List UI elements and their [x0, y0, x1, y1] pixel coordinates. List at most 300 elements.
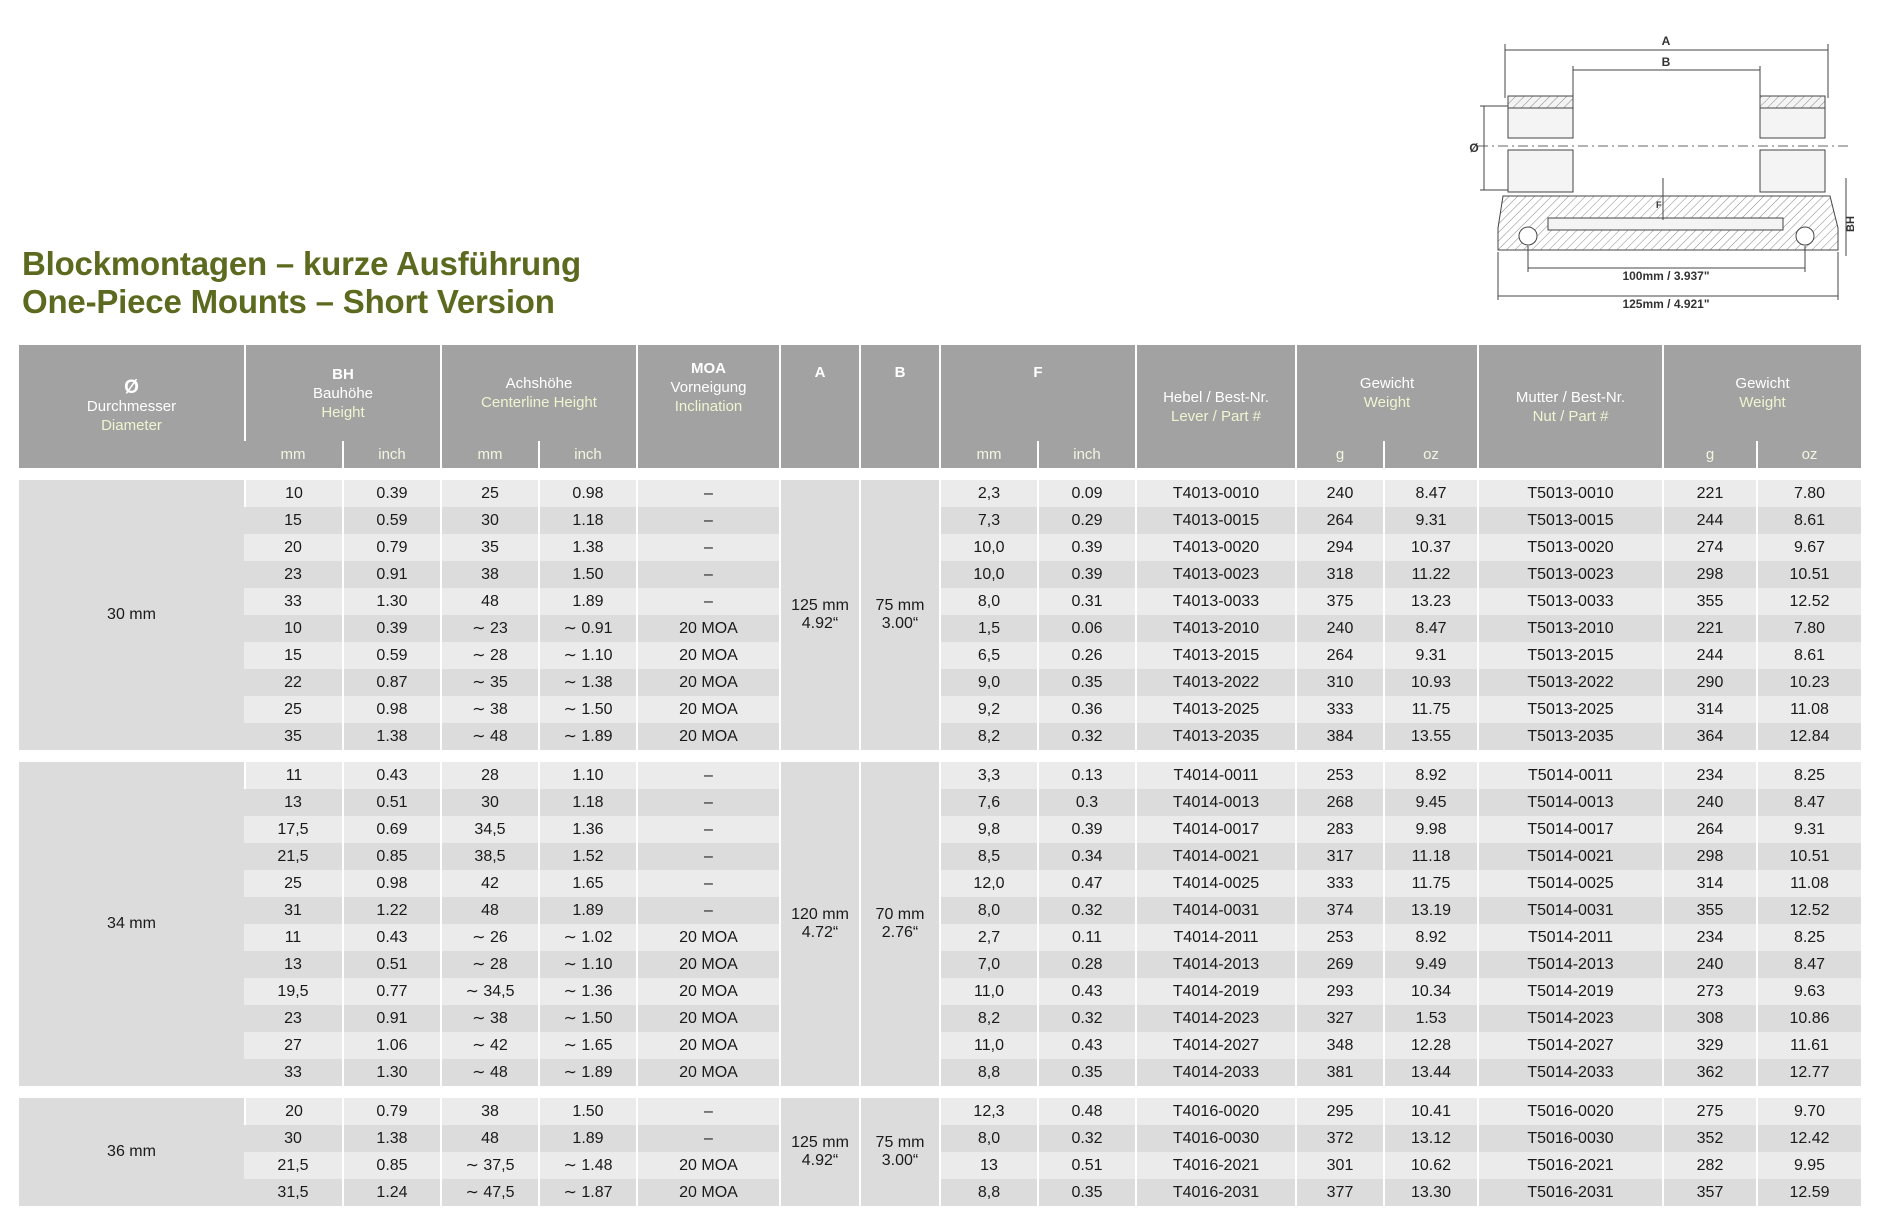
cell-nut-part: T5016-0030	[1477, 1125, 1662, 1152]
page-title-english: One-Piece Mounts – Short Version	[22, 283, 555, 320]
table-row	[19, 1005, 1861, 1032]
cell-bh-mm: 33	[244, 1059, 342, 1086]
cell-f-inch: 0.39	[1037, 534, 1135, 561]
cell-lever-part: T4016-2021	[1135, 1152, 1295, 1179]
cell-nut-g: 240	[1662, 789, 1756, 816]
table-row	[19, 789, 1861, 816]
cell-lever-g: 372	[1295, 1125, 1383, 1152]
cell-lever-oz: 8.47	[1383, 615, 1477, 642]
cell-f-inch: 0.34	[1037, 843, 1135, 870]
unit-achs-inch: inch	[538, 441, 636, 468]
a-dimension-cell	[779, 762, 859, 1086]
cell-nut-oz: 10.86	[1756, 1005, 1861, 1032]
cell-f-mm: 9,8	[939, 816, 1037, 843]
cell-f-inch: 0.31	[1037, 588, 1135, 615]
cell-f-inch: 0.36	[1037, 696, 1135, 723]
cell-nut-g: 221	[1662, 480, 1756, 507]
cell-lever-g: 264	[1295, 642, 1383, 669]
cell-nut-g: 264	[1662, 816, 1756, 843]
cell-achs-inch: ∼ 1.87	[538, 1179, 636, 1206]
cell-moa: 20 MOA	[636, 1179, 779, 1206]
table-header	[19, 345, 1861, 468]
cell-nut-oz: 12.59	[1756, 1179, 1861, 1206]
cell-bh-inch: 0.85	[342, 843, 440, 870]
unit-nut-g: g	[1662, 441, 1756, 468]
cell-nut-part: T5016-2021	[1477, 1152, 1662, 1179]
cell-achs-inch: 1.89	[538, 897, 636, 924]
cell-nut-oz: 8.25	[1756, 762, 1861, 789]
cell-lever-part: T4016-0020	[1135, 1098, 1295, 1125]
cell-nut-g: 329	[1662, 1032, 1756, 1059]
cell-lever-oz: 13.12	[1383, 1125, 1477, 1152]
cell-nut-part: T5013-0015	[1477, 507, 1662, 534]
cell-bh-inch: 0.91	[342, 1005, 440, 1032]
cell-lever-g: 295	[1295, 1098, 1383, 1125]
cell-nut-g: 221	[1662, 615, 1756, 642]
cell-nut-g: 234	[1662, 762, 1756, 789]
cell-bh-inch: 0.77	[342, 978, 440, 1005]
unit-achs-mm: mm	[440, 441, 538, 468]
cell-lever-g: 240	[1295, 480, 1383, 507]
cell-f-inch: 0.32	[1037, 897, 1135, 924]
group-spacer	[19, 750, 1861, 762]
cell-f-inch: 0.06	[1037, 615, 1135, 642]
cell-bh-mm: 15	[244, 642, 342, 669]
cell-lever-g: 283	[1295, 816, 1383, 843]
cell-achs-mm: ∼ 38	[440, 1005, 538, 1032]
cell-nut-oz: 8.47	[1756, 789, 1861, 816]
cell-f-inch: 0.48	[1037, 1098, 1135, 1125]
cell-lever-part: T4016-0030	[1135, 1125, 1295, 1152]
table-row	[19, 1179, 1861, 1206]
cell-nut-oz: 9.95	[1756, 1152, 1861, 1179]
col-bh-symbol: BH	[332, 365, 354, 383]
cell-nut-part: T5013-2015	[1477, 642, 1662, 669]
table-row	[19, 534, 1861, 561]
col-moa-de: Vorneigung	[670, 379, 747, 396]
cell-achs-mm: ∼ 23	[440, 615, 538, 642]
cell-bh-inch: 0.79	[342, 534, 440, 561]
col-diameter-de: Durchmesser	[86, 398, 177, 415]
cell-lever-part: T4014-2013	[1135, 951, 1295, 978]
b-inch: 2.76“	[881, 924, 919, 941]
drawing-label-f: F	[1656, 200, 1662, 210]
table-row	[19, 615, 1861, 642]
cell-bh-inch: 0.39	[342, 615, 440, 642]
cell-lever-part: T4014-0031	[1135, 897, 1295, 924]
cell-bh-mm: 17,5	[244, 816, 342, 843]
cell-lever-oz: 12.28	[1383, 1032, 1477, 1059]
col-gewicht-lever-en: Weight	[1363, 394, 1411, 411]
cell-nut-part: T5014-0017	[1477, 816, 1662, 843]
cell-f-mm: 12,3	[939, 1098, 1037, 1125]
cell-lever-g: 333	[1295, 870, 1383, 897]
table-row	[19, 669, 1861, 696]
cell-achs-inch: 1.65	[538, 870, 636, 897]
cell-nut-g: 274	[1662, 534, 1756, 561]
cell-nut-oz: 7.80	[1756, 615, 1861, 642]
cell-lever-part: T4013-0020	[1135, 534, 1295, 561]
table-row	[19, 642, 1861, 669]
cell-bh-mm: 11	[244, 762, 342, 789]
table-row	[19, 1152, 1861, 1179]
group-spacer-cell	[19, 1086, 1861, 1098]
cell-lever-g: 293	[1295, 978, 1383, 1005]
cell-lever-part: T4014-2011	[1135, 924, 1295, 951]
cell-nut-oz: 10.51	[1756, 561, 1861, 588]
cell-achs-inch: 1.52	[538, 843, 636, 870]
drawing-label-a: A	[1661, 34, 1671, 48]
table-row	[19, 951, 1861, 978]
col-diameter-en: Diameter	[101, 417, 162, 434]
cell-nut-part: T5014-2013	[1477, 951, 1662, 978]
cell-nut-g: 298	[1662, 561, 1756, 588]
cell-nut-g: 314	[1662, 696, 1756, 723]
cell-f-inch: 0.51	[1037, 1152, 1135, 1179]
cell-lever-g: 377	[1295, 1179, 1383, 1206]
b-inch: 3.00“	[881, 615, 919, 632]
group-spacer-cell	[19, 468, 1861, 480]
cell-achs-inch: 1.18	[538, 507, 636, 534]
cell-f-mm: 10,0	[939, 561, 1037, 588]
cell-bh-inch: 1.06	[342, 1032, 440, 1059]
cell-nut-g: 273	[1662, 978, 1756, 1005]
a-mm: 125 mm	[791, 1134, 849, 1151]
cell-moa: –	[636, 843, 779, 870]
cell-lever-part: T4013-2022	[1135, 669, 1295, 696]
cell-achs-inch: 1.18	[538, 789, 636, 816]
unit-nut-oz: oz	[1756, 441, 1861, 468]
spec-table	[19, 345, 1861, 1206]
cell-lever-part: T4014-0011	[1135, 762, 1295, 789]
cell-moa: 20 MOA	[636, 669, 779, 696]
cell-lever-g: 240	[1295, 615, 1383, 642]
cell-achs-mm: 38,5	[440, 843, 538, 870]
page-title-german: Blockmontagen – kurze Ausführung	[22, 245, 581, 282]
table-row	[19, 588, 1861, 615]
cell-bh-inch: 0.39	[342, 480, 440, 507]
table-row	[19, 843, 1861, 870]
cell-f-mm: 8,8	[939, 1059, 1037, 1086]
cell-bh-mm: 25	[244, 870, 342, 897]
cell-bh-mm: 22	[244, 669, 342, 696]
cell-bh-mm: 33	[244, 588, 342, 615]
col-achs-en: Centerline Height	[481, 394, 597, 411]
cell-nut-part: T5013-2025	[1477, 696, 1662, 723]
cell-nut-g: 355	[1662, 588, 1756, 615]
cell-bh-inch: 0.43	[342, 762, 440, 789]
cell-nut-part: T5013-0010	[1477, 480, 1662, 507]
cell-lever-oz: 9.45	[1383, 789, 1477, 816]
cell-lever-part: T4014-0017	[1135, 816, 1295, 843]
table-row	[19, 897, 1861, 924]
cell-achs-mm: ∼ 47,5	[440, 1179, 538, 1206]
cell-achs-inch: ∼ 1.02	[538, 924, 636, 951]
cell-f-mm: 9,2	[939, 696, 1037, 723]
cell-f-inch: 0.43	[1037, 978, 1135, 1005]
cell-nut-part: T5013-2010	[1477, 615, 1662, 642]
cell-lever-oz: 8.92	[1383, 762, 1477, 789]
cell-achs-mm: 30	[440, 507, 538, 534]
cell-lever-part: T4013-0010	[1135, 480, 1295, 507]
cell-bh-mm: 31	[244, 897, 342, 924]
cell-nut-part: T5014-2011	[1477, 924, 1662, 951]
a-dimension-cell	[779, 1098, 859, 1206]
cell-f-inch: 0.35	[1037, 1059, 1135, 1086]
cell-nut-oz: 9.63	[1756, 978, 1861, 1005]
unit-bh-inch: inch	[342, 441, 440, 468]
cell-nut-g: 275	[1662, 1098, 1756, 1125]
cell-nut-part: T5016-0020	[1477, 1098, 1662, 1125]
b-mm: 75 mm	[875, 597, 925, 614]
cell-bh-inch: 0.91	[342, 561, 440, 588]
cell-f-inch: 0.32	[1037, 1125, 1135, 1152]
cell-achs-mm: 48	[440, 588, 538, 615]
cell-achs-mm: 48	[440, 1125, 538, 1152]
cell-nut-oz: 12.52	[1756, 588, 1861, 615]
diameter-symbol: Ø	[124, 377, 139, 398]
cell-moa: 20 MOA	[636, 924, 779, 951]
col-gewicht-nut	[1662, 345, 1861, 441]
cell-nut-g: 244	[1662, 642, 1756, 669]
col-hebel-de: Hebel / Best-Nr.	[1163, 388, 1269, 406]
table-row	[19, 696, 1861, 723]
cell-lever-oz: 11.75	[1383, 870, 1477, 897]
cell-achs-mm: ∼ 35	[440, 669, 538, 696]
table-row	[19, 762, 1861, 789]
cell-bh-inch: 0.98	[342, 696, 440, 723]
cell-lever-oz: 11.22	[1383, 561, 1477, 588]
cell-bh-inch: 1.38	[342, 723, 440, 750]
cell-bh-inch: 1.24	[342, 1179, 440, 1206]
cell-f-mm: 7,3	[939, 507, 1037, 534]
cell-lever-part: T4013-0033	[1135, 588, 1295, 615]
table-row	[19, 561, 1861, 588]
cell-achs-inch: 1.10	[538, 762, 636, 789]
cell-nut-oz: 10.51	[1756, 843, 1861, 870]
cell-achs-inch: ∼ 1.50	[538, 696, 636, 723]
cell-moa: –	[636, 762, 779, 789]
cell-achs-inch: ∼ 1.65	[538, 1032, 636, 1059]
cell-achs-mm: 48	[440, 897, 538, 924]
cell-achs-inch: 1.36	[538, 816, 636, 843]
cell-moa: –	[636, 534, 779, 561]
table-row	[19, 816, 1861, 843]
cell-achs-inch: 1.50	[538, 1098, 636, 1125]
cell-lever-g: 268	[1295, 789, 1383, 816]
cell-lever-oz: 1.53	[1383, 1005, 1477, 1032]
cell-f-mm: 8,2	[939, 723, 1037, 750]
cell-achs-inch: 1.89	[538, 588, 636, 615]
drawing-label-b: B	[1661, 55, 1671, 69]
cell-lever-oz: 10.34	[1383, 978, 1477, 1005]
cell-moa: 20 MOA	[636, 1059, 779, 1086]
cell-achs-mm: 38	[440, 561, 538, 588]
cell-lever-oz: 10.93	[1383, 669, 1477, 696]
col-gewicht-nut-en: Weight	[1739, 394, 1786, 411]
col-f: F	[939, 345, 1135, 441]
cell-achs-mm: 28	[440, 762, 538, 789]
cell-nut-g: 357	[1662, 1179, 1756, 1206]
cell-bh-inch: 0.59	[342, 507, 440, 534]
cell-f-inch: 0.11	[1037, 924, 1135, 951]
table-row	[19, 1098, 1861, 1125]
cell-achs-mm: ∼ 38	[440, 696, 538, 723]
cell-bh-mm: 13	[244, 789, 342, 816]
cell-lever-g: 317	[1295, 843, 1383, 870]
cell-lever-oz: 13.23	[1383, 588, 1477, 615]
cell-lever-g: 264	[1295, 507, 1383, 534]
cell-f-inch: 0.26	[1037, 642, 1135, 669]
cell-lever-g: 294	[1295, 534, 1383, 561]
cell-nut-oz: 9.67	[1756, 534, 1861, 561]
cell-lever-oz: 10.62	[1383, 1152, 1477, 1179]
cell-lever-oz: 9.98	[1383, 816, 1477, 843]
cell-achs-inch: ∼ 1.89	[538, 723, 636, 750]
cell-nut-part: T5013-0020	[1477, 534, 1662, 561]
cell-f-inch: 0.29	[1037, 507, 1135, 534]
drawing-dim-125: 125mm / 4.921"	[1622, 297, 1710, 311]
cell-bh-inch: 1.38	[342, 1125, 440, 1152]
cell-f-mm: 7,6	[939, 789, 1037, 816]
cell-f-mm: 8,5	[939, 843, 1037, 870]
cell-achs-inch: 1.89	[538, 1125, 636, 1152]
cell-moa: 20 MOA	[636, 978, 779, 1005]
cell-moa: 20 MOA	[636, 642, 779, 669]
cell-lever-oz: 13.44	[1383, 1059, 1477, 1086]
diameter-cell: 34 mm	[19, 762, 244, 1086]
cell-lever-part: T4013-0015	[1135, 507, 1295, 534]
cell-nut-part: T5014-2023	[1477, 1005, 1662, 1032]
cell-lever-oz: 13.19	[1383, 897, 1477, 924]
cell-nut-oz: 12.84	[1756, 723, 1861, 750]
col-bh-de: Bauhöhe	[312, 384, 374, 402]
table-row	[19, 978, 1861, 1005]
cell-lever-g: 348	[1295, 1032, 1383, 1059]
cell-bh-mm: 15	[244, 507, 342, 534]
cell-nut-g: 290	[1662, 669, 1756, 696]
cell-bh-mm: 11	[244, 924, 342, 951]
cell-moa: 20 MOA	[636, 951, 779, 978]
col-bh-en: Height	[321, 403, 365, 421]
cell-nut-g: 234	[1662, 924, 1756, 951]
cell-nut-g: 298	[1662, 843, 1756, 870]
cell-nut-g: 362	[1662, 1059, 1756, 1086]
cell-bh-inch: 0.98	[342, 870, 440, 897]
cell-lever-g: 318	[1295, 561, 1383, 588]
cell-f-mm: 8,8	[939, 1179, 1037, 1206]
cell-lever-part: T4013-0023	[1135, 561, 1295, 588]
drawing-dim-100: 100mm / 3.937"	[1622, 269, 1710, 283]
cell-nut-part: T5016-2031	[1477, 1179, 1662, 1206]
cell-nut-g: 240	[1662, 951, 1756, 978]
cell-f-inch: 0.35	[1037, 669, 1135, 696]
b-mm: 75 mm	[875, 1134, 925, 1151]
unit-f-inch: inch	[1037, 441, 1135, 468]
cell-nut-part: T5014-0013	[1477, 789, 1662, 816]
cell-lever-oz: 9.31	[1383, 507, 1477, 534]
cell-bh-inch: 0.85	[342, 1152, 440, 1179]
cell-lever-part: T4014-2023	[1135, 1005, 1295, 1032]
col-gewicht-lever	[1295, 345, 1477, 441]
cell-bh-inch: 1.30	[342, 588, 440, 615]
cell-moa: –	[636, 507, 779, 534]
cell-f-inch: 0.32	[1037, 1005, 1135, 1032]
cell-lever-g: 310	[1295, 669, 1383, 696]
cell-bh-mm: 27	[244, 1032, 342, 1059]
cell-nut-oz: 11.08	[1756, 696, 1861, 723]
group-spacer-cell	[19, 750, 1861, 762]
cell-f-mm: 8,0	[939, 897, 1037, 924]
cell-lever-oz: 8.47	[1383, 480, 1477, 507]
b-dimension-cell	[859, 1098, 939, 1206]
table-row	[19, 1125, 1861, 1152]
cell-nut-oz: 8.61	[1756, 642, 1861, 669]
cell-bh-mm: 21,5	[244, 1152, 342, 1179]
cell-nut-oz: 9.70	[1756, 1098, 1861, 1125]
cell-lever-oz: 10.41	[1383, 1098, 1477, 1125]
cell-achs-mm: ∼ 37,5	[440, 1152, 538, 1179]
cell-moa: –	[636, 1098, 779, 1125]
table-row	[19, 870, 1861, 897]
col-mutter-de: Mutter / Best-Nr.	[1515, 388, 1626, 406]
cell-lever-part: T4014-0013	[1135, 789, 1295, 816]
cell-lever-g: 269	[1295, 951, 1383, 978]
cell-moa: 20 MOA	[636, 696, 779, 723]
drawing-label-bh: BH	[1845, 216, 1857, 232]
cell-nut-part: T5014-2027	[1477, 1032, 1662, 1059]
cell-achs-mm: ∼ 48	[440, 1059, 538, 1086]
cell-bh-mm: 23	[244, 1005, 342, 1032]
cell-moa: –	[636, 897, 779, 924]
cell-nut-oz: 9.31	[1756, 816, 1861, 843]
cell-achs-mm: 25	[440, 480, 538, 507]
mount-technical-drawing	[1448, 28, 1858, 318]
cell-f-inch: 0.35	[1037, 1179, 1135, 1206]
cell-nut-part: T5014-2019	[1477, 978, 1662, 1005]
group-spacer	[19, 468, 1861, 480]
diameter-cell: 30 mm	[19, 480, 244, 750]
cell-achs-inch: 0.98	[538, 480, 636, 507]
col-diameter	[19, 345, 244, 468]
unit-bh-mm: mm	[244, 441, 342, 468]
cell-f-mm: 6,5	[939, 642, 1037, 669]
col-moa-symbol: MOA	[691, 360, 726, 377]
cell-lever-g: 384	[1295, 723, 1383, 750]
cell-nut-oz: 8.47	[1756, 951, 1861, 978]
cell-bh-inch: 1.22	[342, 897, 440, 924]
cell-achs-mm: ∼ 26	[440, 924, 538, 951]
cell-lever-oz: 8.92	[1383, 924, 1477, 951]
cell-achs-inch: ∼ 1.38	[538, 669, 636, 696]
cell-f-mm: 9,0	[939, 669, 1037, 696]
cell-moa: –	[636, 1125, 779, 1152]
cell-lever-part: T4013-2025	[1135, 696, 1295, 723]
cell-f-inch: 0.13	[1037, 762, 1135, 789]
cell-lever-part: T4014-2033	[1135, 1059, 1295, 1086]
cell-achs-mm: 34,5	[440, 816, 538, 843]
cell-lever-oz: 9.49	[1383, 951, 1477, 978]
cell-bh-mm: 35	[244, 723, 342, 750]
cell-achs-inch: 1.38	[538, 534, 636, 561]
cell-achs-mm: ∼ 28	[440, 951, 538, 978]
cell-f-inch: 0.3	[1037, 789, 1135, 816]
cell-lever-oz: 11.18	[1383, 843, 1477, 870]
cell-moa: –	[636, 561, 779, 588]
col-moa-en: Inclination	[674, 398, 743, 415]
diameter-cell: 36 mm	[19, 1098, 244, 1206]
cell-f-mm: 11,0	[939, 1032, 1037, 1059]
